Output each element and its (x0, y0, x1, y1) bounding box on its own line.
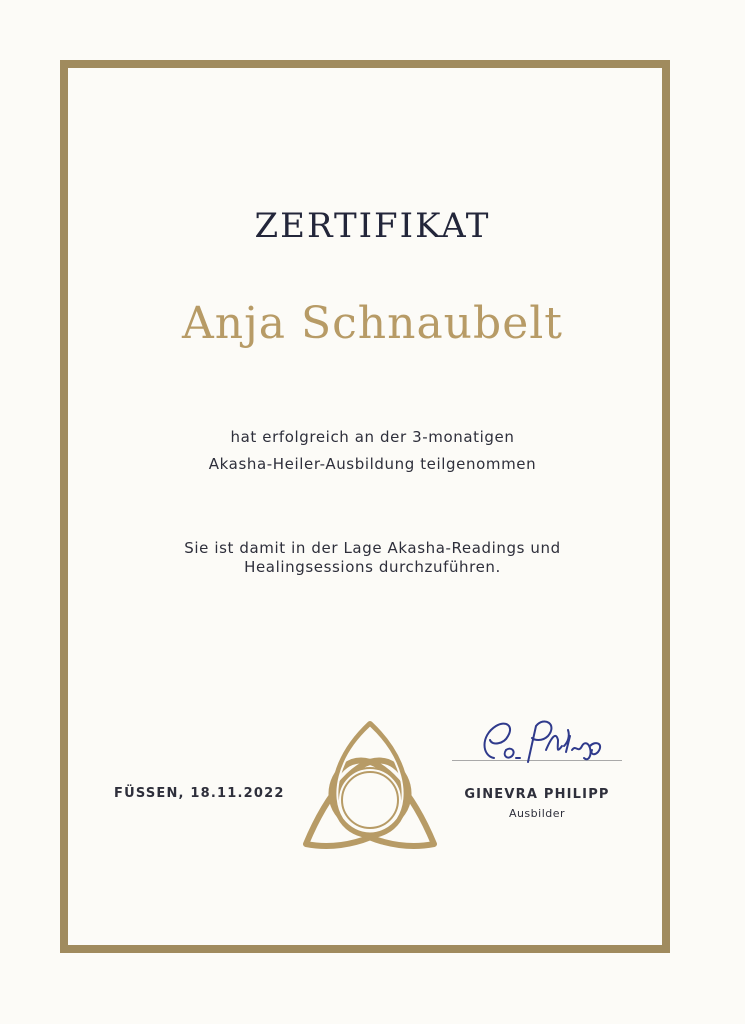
body-line-1: hat erfolgreich an der 3-monatigen (230, 428, 515, 446)
signer-name: GINEVRA PHILIPP (464, 787, 610, 802)
recipient-name: Anja Schnaubelt (182, 298, 563, 349)
signer-role: Ausbilder (508, 807, 566, 820)
body-line-2: Akasha-Heiler-Ausbildung teilgenommen (208, 455, 537, 473)
triquetra-knot-icon (296, 716, 444, 856)
body-line-3: Sie ist damit in der Lage Akasha-Readings und (184, 539, 561, 557)
place-date: FÜSSEN, 18.11.2022 (114, 786, 285, 801)
certificate-title: ZERTIFIKAT (254, 206, 491, 246)
body-line-4: Healingsessions durchzuführen. (244, 558, 501, 576)
handwritten-signature (472, 706, 612, 776)
